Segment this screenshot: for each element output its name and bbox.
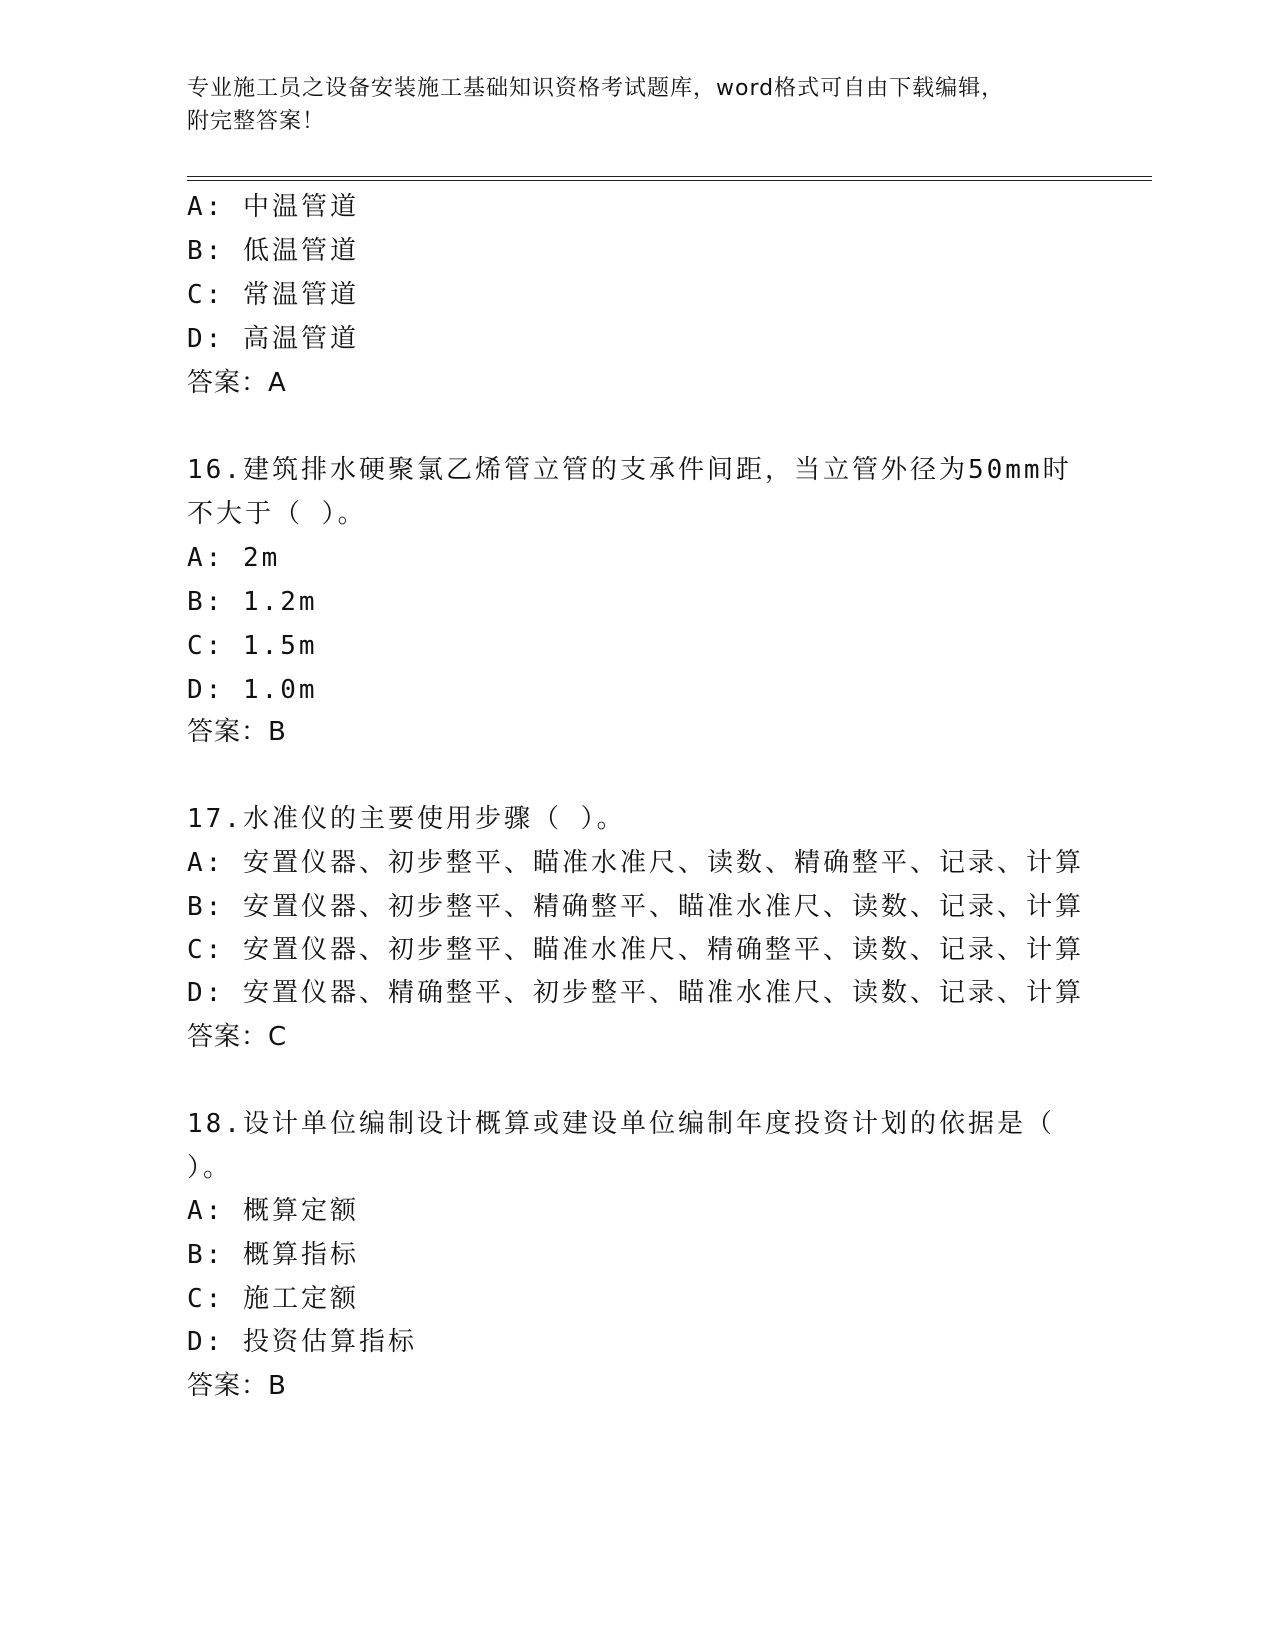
q17-option-d: D: 安置仪器、精确整平、初步整平、瞄准水准尺、读数、记录、计算 — [187, 978, 1084, 1008]
q18-option-d: D: 投资估算指标 — [187, 1327, 417, 1357]
q15-option-d: D: 高温管道 — [187, 324, 359, 354]
q17-option-c: C: 安置仪器、初步整平、瞄准水准尺、精确整平、读数、记录、计算 — [187, 935, 1084, 965]
q16-option-d: D: 1.0m — [187, 675, 318, 705]
q17-option-b: B: 安置仪器、初步整平、精确整平、瞄准水准尺、读数、记录、计算 — [187, 892, 1084, 922]
header-divider-top — [187, 176, 1152, 177]
q16-option-c: C: 1.5m — [187, 631, 318, 661]
q16-answer: 答案：B — [187, 717, 287, 747]
q18-answer: 答案：B — [187, 1371, 287, 1401]
q18-option-b: B: 概算指标 — [187, 1240, 359, 1270]
q15-answer: 答案：A — [187, 368, 287, 398]
q16-option-a: A: 2m — [187, 543, 281, 573]
q16-stem-line-2: 不大于（ ）。 — [187, 499, 367, 529]
q16-stem-line-1: 16.建筑排水硬聚氯乙烯管立管的支承件间距，当立管外径为50mm时 — [187, 455, 1072, 485]
q17-option-a: A: 安置仪器、初步整平、瞄准水准尺、读数、精确整平、记录、计算 — [187, 848, 1084, 878]
q15-option-c: C: 常温管道 — [187, 280, 359, 310]
header-line-2: 附完整答案！ — [187, 109, 326, 134]
q17-answer: 答案：C — [187, 1022, 288, 1052]
document-header — [187, 72, 1087, 138]
q18-stem-line-1: 18.设计单位编制设计概算或建设单位编制年度投资计划的依据是（ — [187, 1109, 1055, 1139]
q18-option-c: C: 施工定额 — [187, 1284, 359, 1314]
q15-option-a: A: 中温管道 — [187, 192, 359, 222]
header-divider-bottom — [187, 180, 1152, 181]
q17-stem-line-1: 17.水准仪的主要使用步骤（ ）。 — [187, 804, 626, 834]
q15-option-b: B: 低温管道 — [187, 236, 359, 266]
q18-option-a: A: 概算定额 — [187, 1196, 359, 1226]
q16-option-b: B: 1.2m — [187, 587, 318, 617]
q18-stem-line-2: ）。 — [187, 1153, 233, 1183]
header-line-1: 专业施工员之设备安装施工基础知识资格考试题库，word格式可自由下载编辑， — [187, 76, 1005, 101]
